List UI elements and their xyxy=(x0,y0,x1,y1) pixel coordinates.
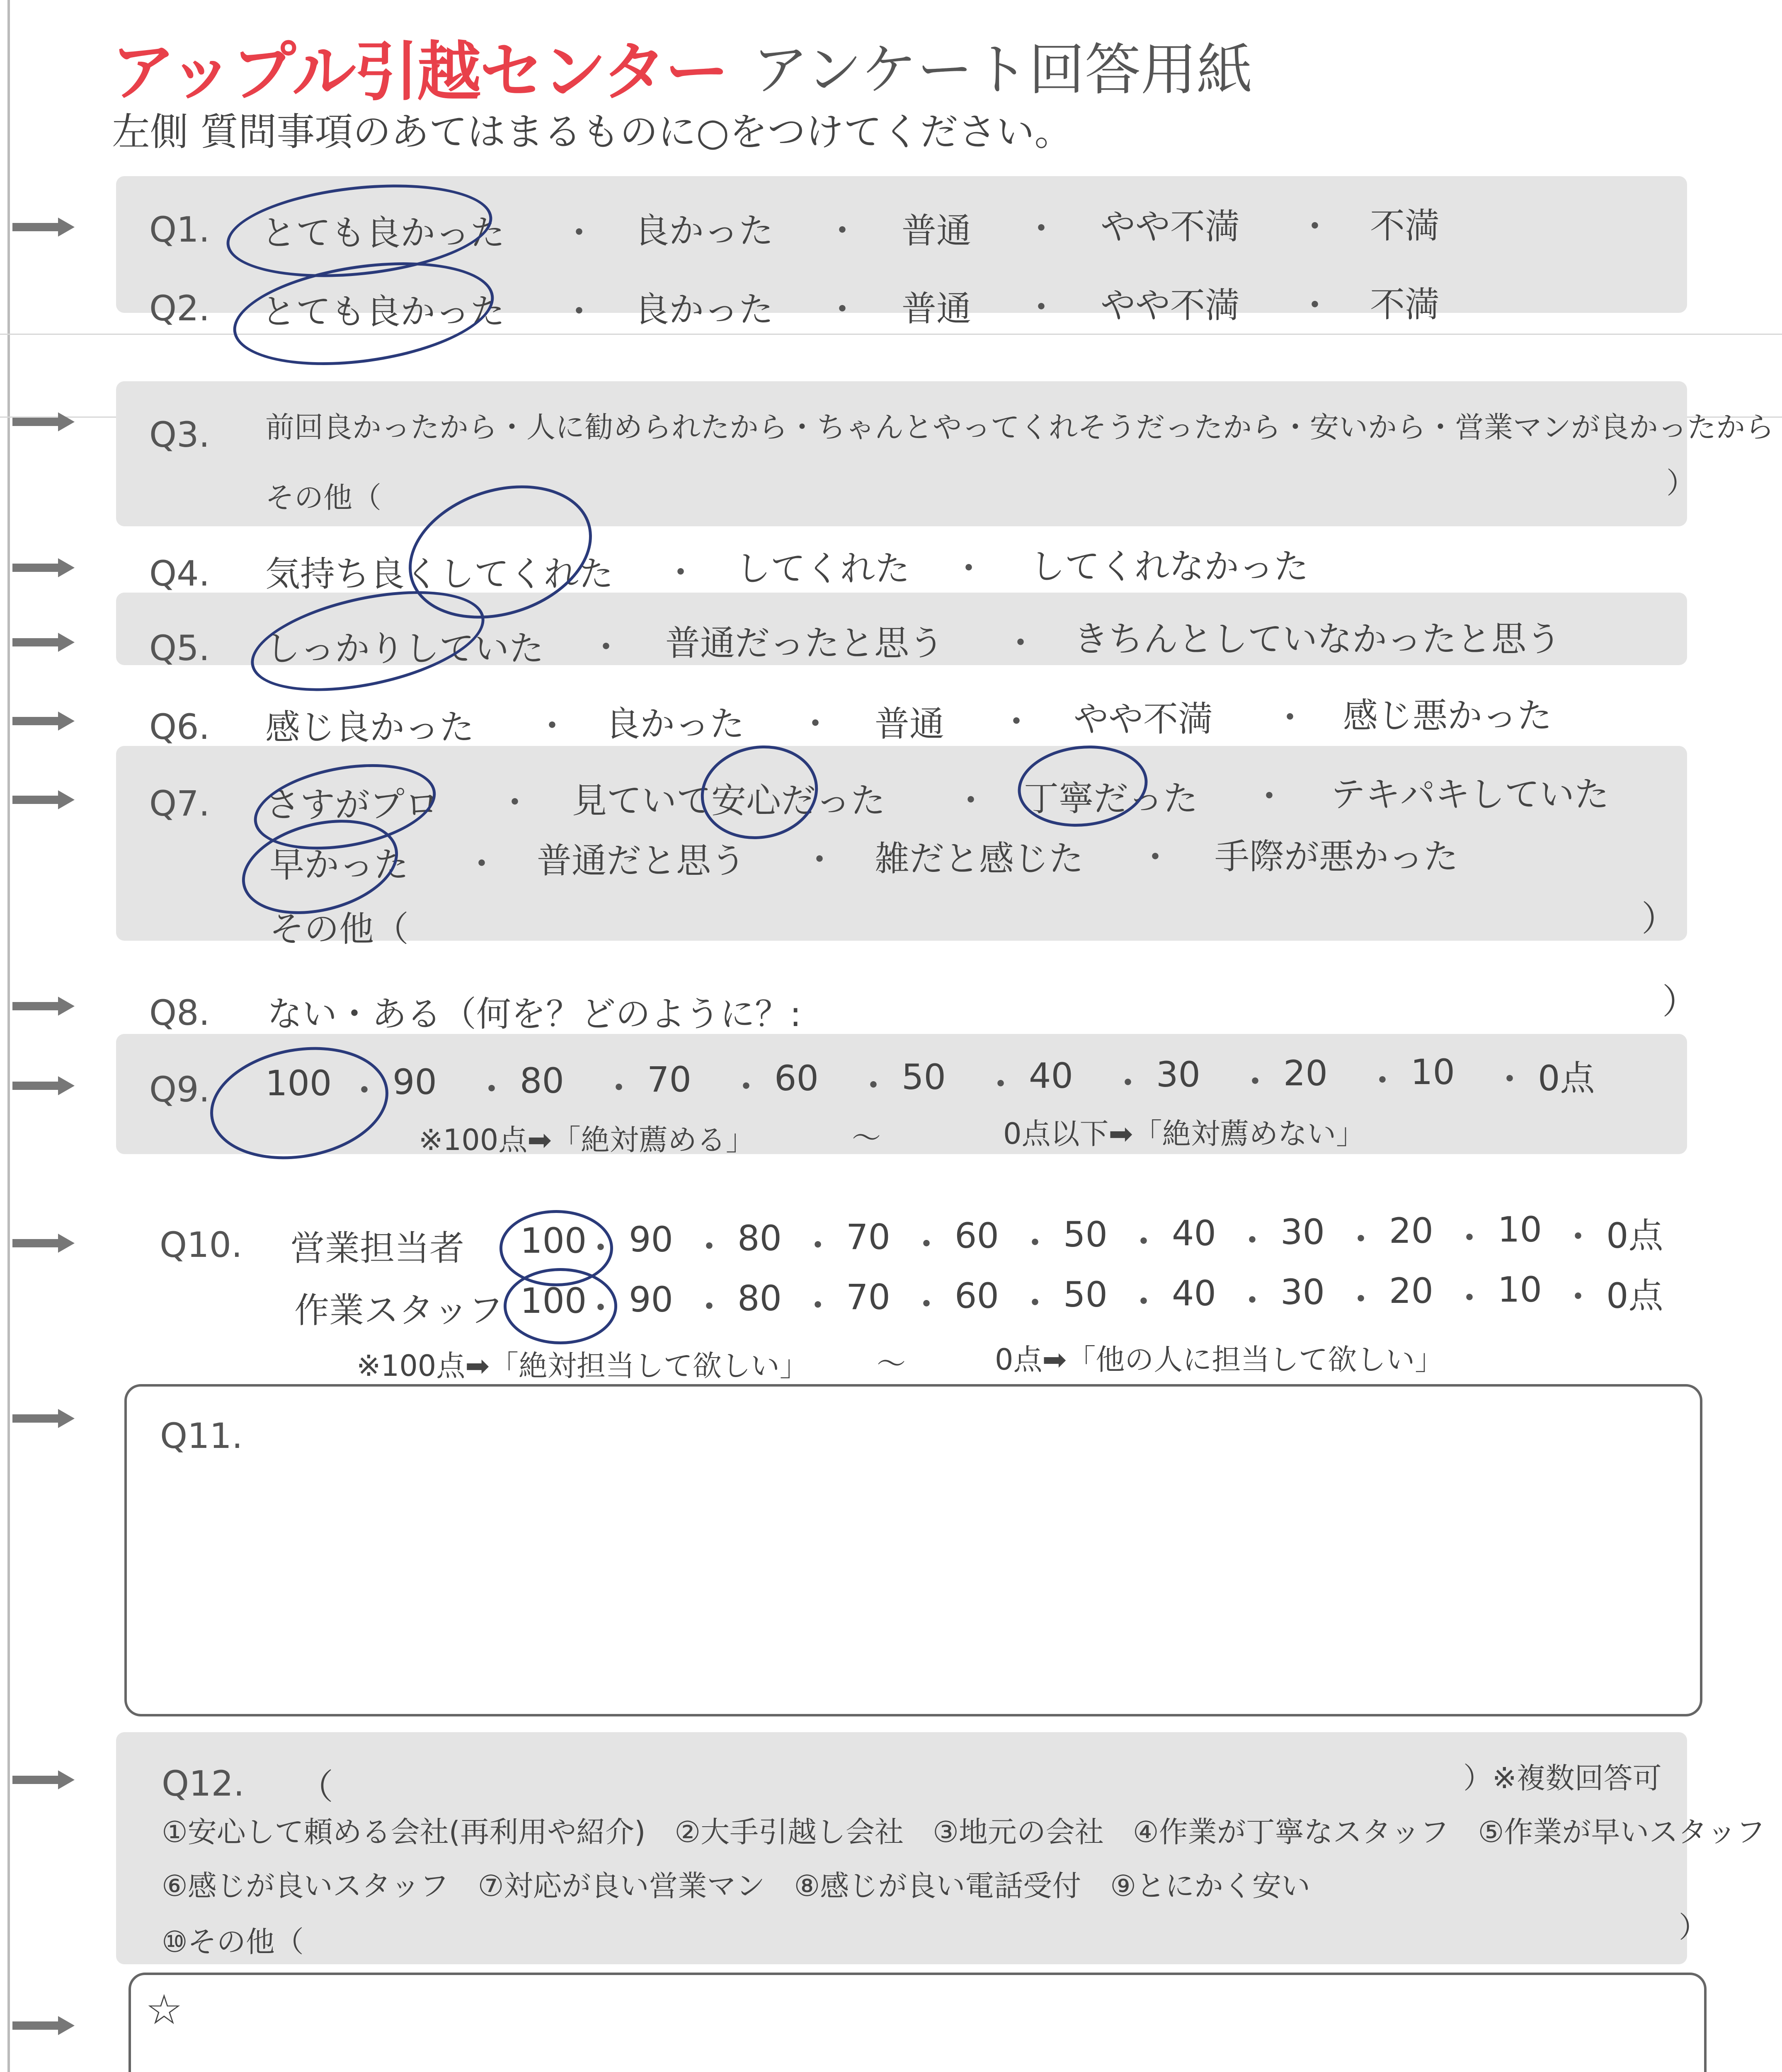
q5-option[interactable]: 普通だったと思う xyxy=(665,623,944,663)
separator-dot: ・ xyxy=(1235,1220,1270,1261)
q2-option[interactable]: やや不満 xyxy=(1101,285,1240,326)
q9-tilde: ～ xyxy=(852,1121,881,1155)
score-option[interactable]: 80 xyxy=(737,1278,782,1319)
q11-comment-box[interactable] xyxy=(124,1384,1702,1716)
q12-close: ） xyxy=(1679,1910,1708,1944)
arrow-icon xyxy=(12,1234,75,1253)
q6-option[interactable]: 感じ良かった xyxy=(265,707,475,748)
q2-option[interactable]: 普通 xyxy=(902,288,972,329)
q7-option[interactable]: 雑だと感じた xyxy=(875,838,1084,879)
arrow-icon xyxy=(12,1409,75,1428)
q3-other[interactable]: その他（ xyxy=(265,481,381,515)
q10-note-left: ※100点➡「絶対担当して欲しい」 xyxy=(356,1349,809,1383)
separator-dot: ・ xyxy=(692,1287,727,1327)
q6-option[interactable]: 普通 xyxy=(875,704,945,744)
arrow-icon xyxy=(12,558,75,577)
score-option[interactable]: 90 xyxy=(629,1279,673,1320)
q12-options-row2[interactable]: ⑥感じが良いスタッフ ⑦対応が良い営業マン ⑧感じが良い電話受付 ⑨とにかく安い xyxy=(162,1869,1311,1903)
q6-option[interactable]: やや不満 xyxy=(1074,699,1213,739)
binding-edge xyxy=(7,0,10,2072)
q3-label: Q3. xyxy=(149,414,210,455)
arrow-icon xyxy=(12,790,75,809)
separator-dot: ・ xyxy=(1018,1283,1053,1324)
q7-option[interactable]: 普通だと思う xyxy=(537,840,746,881)
q7-close: ） xyxy=(1641,898,1677,939)
separator-dot: ・ xyxy=(1561,1217,1596,1257)
q10-note-right: 0点➡「他の人に担当して欲しい」 xyxy=(995,1343,1444,1377)
q10-label: Q10. xyxy=(160,1225,242,1265)
score-option[interactable]: 0点 xyxy=(1606,1276,1663,1316)
score-option[interactable]: 30 xyxy=(1156,1054,1200,1095)
score-option[interactable]: 70 xyxy=(647,1059,691,1100)
separator-dot: ・ xyxy=(909,1284,944,1325)
arrow-icon xyxy=(12,633,75,652)
score-option[interactable]: 50 xyxy=(1063,1274,1108,1315)
q12-open: （ xyxy=(298,1767,334,1807)
q2-option[interactable]: 良かった xyxy=(634,289,774,330)
q9-note-right: 0点以下➡「絶対薦めない」 xyxy=(1003,1117,1365,1151)
arrow-icon xyxy=(12,712,75,731)
arrow-icon xyxy=(12,1770,75,1789)
q2-label: Q2. xyxy=(149,288,210,329)
q3-options[interactable]: 前回良かったから・人に勧められたから・ちゃんとやってくれそうだったから・安いから・営業マンが良かったから xyxy=(265,410,1774,444)
q12-other[interactable]: ⑩その他（ xyxy=(162,1925,304,1959)
answer-circle xyxy=(504,1268,617,1344)
score-option[interactable]: 60 xyxy=(955,1215,999,1256)
separator-dot: ・ xyxy=(1343,1219,1379,1260)
separator-dot: ・ xyxy=(800,1225,836,1266)
q1-label: Q1. xyxy=(149,209,210,250)
separator-dot: ・ xyxy=(1018,1223,1053,1264)
free-comment-box[interactable] xyxy=(128,1973,1707,2072)
q3-close: ） xyxy=(1666,466,1695,500)
q7-option[interactable]: 早かった xyxy=(269,845,409,885)
score-option[interactable]: 0点 xyxy=(1606,1215,1663,1256)
q12-note: ）※複数回答可 xyxy=(1463,1761,1662,1795)
separator-dot: ・ xyxy=(692,1227,727,1267)
separator-dot: ・ xyxy=(1343,1279,1379,1320)
q6-option[interactable]: 感じ悪かった xyxy=(1343,695,1552,736)
separator-dot: ・ xyxy=(909,1224,944,1265)
arrow-icon xyxy=(12,997,75,1016)
arrow-icon xyxy=(12,1076,75,1095)
separator-dot: ・ xyxy=(1365,1060,1400,1101)
score-option[interactable]: 20 xyxy=(1389,1210,1433,1251)
q10-tilde: ～ xyxy=(877,1347,906,1381)
score-option[interactable]: 80 xyxy=(737,1218,782,1259)
q2-option[interactable]: とても良かった xyxy=(261,291,505,332)
q1-option[interactable]: とても良かった xyxy=(261,213,505,253)
separator-dot: ・ xyxy=(1238,1062,1273,1102)
q12-label: Q12. xyxy=(162,1763,245,1804)
score-option[interactable]: 50 xyxy=(1063,1214,1108,1255)
q4-label: Q4. xyxy=(149,553,210,594)
q9-label: Q9. xyxy=(149,1069,210,1110)
q7-option[interactable]: さすがプロ xyxy=(265,784,440,825)
score-option[interactable]: 90 xyxy=(393,1062,437,1102)
separator-dot: ・ xyxy=(1452,1218,1487,1259)
score-option[interactable]: 20 xyxy=(1389,1271,1433,1311)
q7-option[interactable]: 見ていて安心だった xyxy=(572,780,886,821)
score-option[interactable]: 100 xyxy=(520,1220,587,1261)
q5-option[interactable]: しっかりしていた xyxy=(265,628,544,669)
score-option[interactable]: 0点 xyxy=(1538,1058,1595,1099)
separator-dot: ・ xyxy=(729,1067,764,1107)
q5-label: Q5. xyxy=(149,628,210,668)
score-option[interactable]: 10 xyxy=(1498,1209,1542,1250)
separator-dot: ・ xyxy=(1235,1280,1270,1321)
score-option[interactable]: 60 xyxy=(955,1276,999,1316)
arrow-icon xyxy=(12,2016,75,2035)
score-option[interactable]: 80 xyxy=(520,1060,564,1101)
separator-dot: ・ xyxy=(856,1065,891,1106)
separator-dot: ・ xyxy=(1561,1277,1596,1317)
q7-option[interactable]: 手際が悪かった xyxy=(1215,836,1459,877)
score-option[interactable]: 30 xyxy=(1280,1272,1325,1312)
score-option[interactable]: 100 xyxy=(265,1063,332,1104)
score-option[interactable]: 40 xyxy=(1029,1055,1073,1096)
arrow-icon xyxy=(12,412,75,431)
q1-option[interactable]: やや不満 xyxy=(1101,206,1240,247)
separator-dot: ・ xyxy=(601,1068,637,1109)
separator-dot: ・ xyxy=(800,1285,836,1326)
score-option[interactable]: 40 xyxy=(1172,1213,1216,1254)
star-icon: ☆ xyxy=(145,1985,183,2034)
instruction-text: 左側 質問事項のあてはまるものに○をつけてください。 xyxy=(112,110,1073,154)
separator-dot: ・ xyxy=(1452,1278,1487,1319)
q8-text[interactable]: ない・ある（何を？どのように？: xyxy=(267,994,802,1034)
score-option[interactable]: 30 xyxy=(1280,1212,1325,1252)
score-option[interactable]: 20 xyxy=(1283,1053,1328,1094)
q10-sales-label: 営業担当者 xyxy=(290,1228,465,1268)
separator-dot: ・ xyxy=(983,1064,1018,1105)
q9-note-left: ※100点➡「絶対薦める」 xyxy=(419,1123,755,1157)
q7-option[interactable]: 丁寧だった xyxy=(1024,778,1198,819)
score-option[interactable]: 40 xyxy=(1172,1273,1216,1314)
form-title: アンケート回答用紙 xyxy=(752,37,1253,102)
q2-option[interactable]: 不満 xyxy=(1370,284,1440,325)
separator-dot: ・ xyxy=(1126,1222,1161,1262)
score-option[interactable]: 90 xyxy=(629,1219,673,1260)
score-option[interactable]: 70 xyxy=(846,1217,890,1257)
q1-option[interactable]: 不満 xyxy=(1370,206,1440,246)
score-option[interactable]: 60 xyxy=(774,1058,819,1099)
q7-label: Q7. xyxy=(149,783,210,824)
separator-dot: ・ xyxy=(1126,1282,1161,1322)
arrow-icon xyxy=(12,218,75,237)
q10-staff-label: 作業スタッフ xyxy=(294,1290,504,1331)
separator-dot: ・ xyxy=(583,1288,618,1329)
q1-option[interactable]: 普通 xyxy=(902,211,972,251)
q6-option[interactable]: 良かった xyxy=(605,704,745,744)
score-option[interactable]: 50 xyxy=(902,1057,946,1097)
q4-option[interactable]: してくれた xyxy=(736,548,910,589)
score-option[interactable]: 70 xyxy=(846,1277,890,1317)
score-option[interactable]: 100 xyxy=(520,1280,587,1321)
separator-dot: ・ xyxy=(583,1228,618,1268)
separator-dot: ・ xyxy=(347,1070,382,1111)
score-option[interactable]: 10 xyxy=(1411,1052,1455,1092)
q12-options-row1[interactable]: ①安心して頼める会社(再利用や紹介) ②大手引越し会社 ③地元の会社 ④作業が丁寧なスタッフ ⑤作業が早いスタッフ xyxy=(162,1815,1765,1849)
q1-option[interactable]: 良かった xyxy=(634,211,774,251)
q8-close: ） xyxy=(1662,981,1697,1022)
q11-label: Q11. xyxy=(160,1416,243,1456)
q6-label: Q6. xyxy=(149,707,210,747)
q5-option[interactable]: きちんとしていなかったと思う xyxy=(1074,619,1561,659)
q8-label: Q8. xyxy=(149,992,210,1033)
q4-option[interactable]: してくれなかった xyxy=(1030,546,1309,587)
separator-dot: ・ xyxy=(1110,1063,1146,1104)
q4-option[interactable]: 気持ち良くしてくれた xyxy=(265,554,614,594)
separator-dot: ・ xyxy=(1492,1059,1527,1100)
score-option[interactable]: 10 xyxy=(1498,1269,1542,1310)
separator-dot: ・ xyxy=(474,1069,509,1110)
brand-name: アップル引越センター xyxy=(111,34,727,109)
q7-other[interactable]: その他（ xyxy=(269,909,409,949)
q7-option[interactable]: テキパキしていた xyxy=(1331,774,1610,815)
